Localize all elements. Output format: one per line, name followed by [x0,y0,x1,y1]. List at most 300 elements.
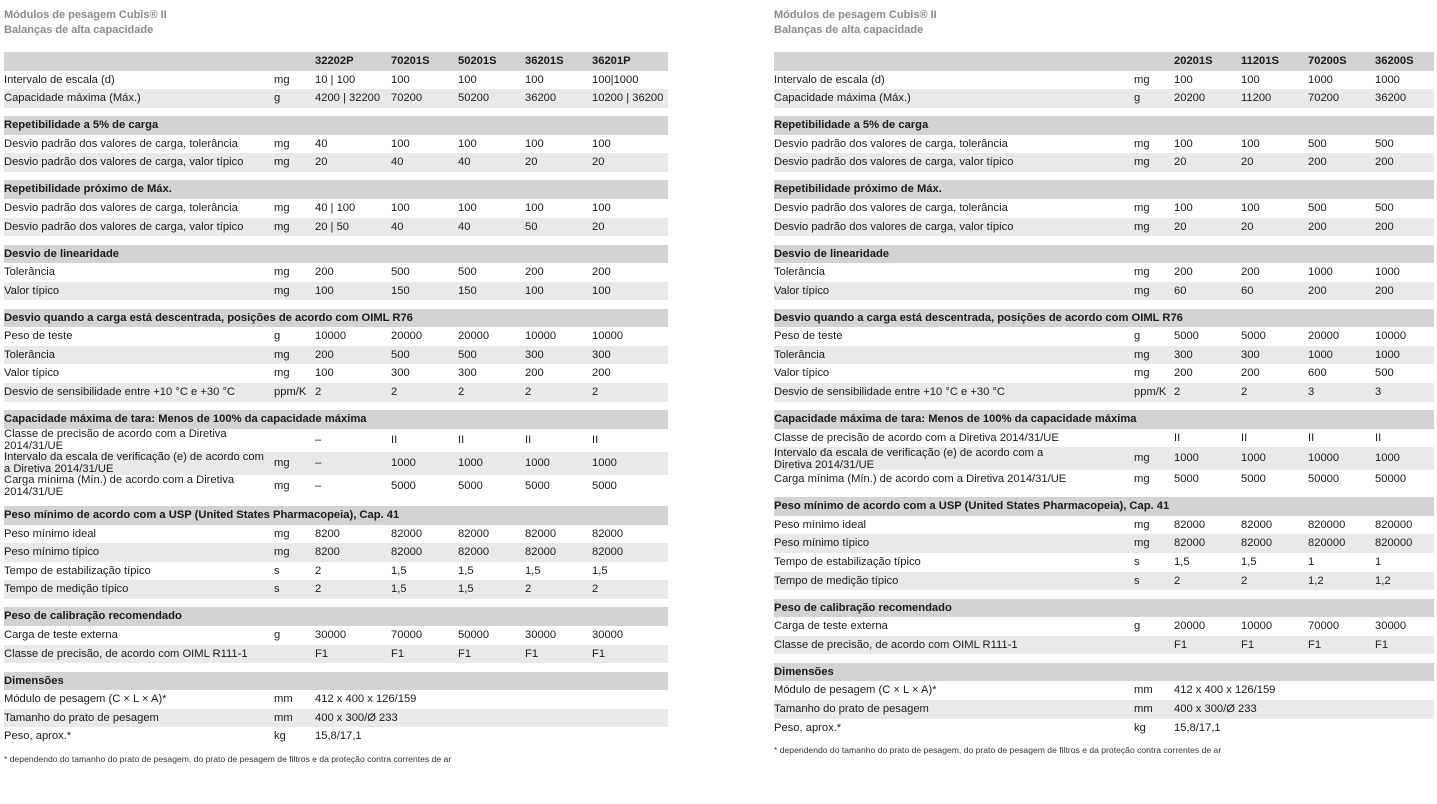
spec-value: 30000 [525,628,557,641]
spec-value: 100 [391,73,410,86]
spec-label: Desvio padrão dos valores de carga, tolerância [774,137,1008,150]
spec-row [4,562,668,581]
spec-label: Carga mínima (Mín.) de acordo com a Diretiva 2014/31/UE [4,474,235,499]
spec-value: II [1308,431,1315,444]
spec-value: 82000 [592,527,624,540]
spec-label: Valor típico [774,367,830,380]
spec-value: 100 [391,137,410,150]
spec-value: 40 [315,137,328,150]
spec-value: 1000 [1375,348,1400,361]
spec-unit: kg [274,730,286,743]
spec-value: 100 [1241,137,1260,150]
spec-value: 20 [1174,220,1187,233]
spec-value: 100 [1241,73,1260,86]
section-title: Desvio quando a carga está descentrada, posições de acordo com OIML R76 [4,311,413,324]
spec-value: 1000 [1375,452,1400,465]
spec-value: 5000 [458,479,483,492]
spec-value: 300 [525,348,544,361]
spec-label: Desvio padrão dos valores de carga, valor típico [774,156,1014,169]
spec-value: 100 [525,137,544,150]
spec-value: 1 [1375,556,1382,568]
spec-value: II [391,433,398,446]
spec-value: 300 [592,348,611,361]
spec-value: F1 [315,647,329,660]
spec-row [774,153,1434,172]
model-name: 36201S [525,55,564,67]
spec-row [774,199,1434,218]
spec-unit: mg [274,284,290,297]
spec-value: 60 [1174,284,1187,297]
spec-row [4,364,668,383]
spec-table [774,52,1434,737]
spec-value: – [315,479,322,492]
section-title: Desvio de linearidade [4,247,120,260]
spec-label: Desvio padrão dos valores de carga, tolerância [774,201,1008,214]
spec-value: 20 [592,220,605,233]
spec-value: 200 [1375,220,1394,233]
section-header [4,245,668,264]
section-header [774,663,1434,682]
spec-value: F1 [525,647,539,660]
spec-label: Carga de teste externa [774,620,888,633]
section-title: Repetibilidade próximo de Máx. [774,183,942,196]
spec-label: Tolerância [774,348,825,361]
spec-value: 200 [1308,220,1327,233]
spec-value: 200 [1375,156,1394,169]
spec-row [4,71,668,90]
spec-value: 400 x 300/Ø 233 [315,711,398,724]
spec-value: 10000 [525,330,557,343]
spec-value: 100 [458,201,477,214]
spec-value: 11200 [1241,92,1272,105]
spec-value: 20000 [1308,330,1340,343]
spec-label: Tamanho do prato de pesagem [774,702,929,715]
title-block [774,0,1434,52]
spec-unit: g [1134,620,1141,633]
spec-value: 1,5 [525,564,541,577]
spec-label: Tolerância [4,266,55,279]
spec-label: Classe de precisão de acordo com a Diretiva 2014/31/UE [774,431,1059,444]
spec-value: 1,5 [458,564,474,577]
spec-value: 82000 [1174,518,1206,531]
spec-value: 100 [315,284,334,297]
spec-label: Peso de teste [774,330,843,343]
spec-value: 500 [391,266,410,279]
model-header-row [4,52,668,71]
section-header [774,180,1434,199]
spec-value: 200 [1241,266,1260,279]
spec-value: 100 [1174,137,1193,150]
section-header [4,506,668,525]
section-header [4,116,668,135]
spec-unit: mg [1134,201,1150,214]
spec-value: 100 [1174,73,1193,86]
spec-label: Intervalo de escala (d) [4,73,115,86]
document-title: Módulos de pesagem Cubis® II [774,9,937,21]
spec-value: 30000 [315,628,347,641]
spec-unit: mg [274,456,290,469]
spec-unit: mg [1134,137,1150,150]
spec-value: F1 [391,647,405,660]
spec-panel-left [4,0,668,764]
spec-row [4,153,668,172]
spec-value: II [525,433,532,446]
spec-value: 20000 [391,330,423,343]
spec-value: 200 [1308,156,1327,169]
spec-value: 1000 [1308,266,1333,279]
spec-unit: mg [1134,473,1150,486]
spec-label: Tolerância [4,348,55,361]
spec-value: 300 [458,367,477,380]
document-subtitle: Balanças de alta capacidade [4,24,154,36]
spec-value: 2 [592,386,599,399]
spec-value: – [315,433,322,446]
spec-row [774,346,1434,365]
spec-value: 10200 | 36200 [592,92,664,105]
spec-value: 70200 [391,92,423,105]
spec-value: 30000 [592,628,624,641]
spec-value: 200 [1174,266,1193,279]
section-header [4,672,668,691]
model-name: 70201S [391,55,430,67]
spec-value: 1,5 [1241,556,1257,568]
spec-value: 500 [458,266,477,279]
model-header-row [774,52,1434,71]
spec-value: 5000 [592,479,617,492]
footnote: * dependendo do tamanho do prato de pesagem, do prato de pesagem de filtros e da proteção contra correntes de ar [774,745,1222,756]
spec-value: 2 [315,564,322,577]
spec-label: Peso de teste [4,330,73,343]
spec-row [774,263,1434,282]
spec-row [774,327,1434,346]
section-header [4,309,668,328]
document-title: Módulos de pesagem Cubis® II [4,9,167,21]
spec-value: 200 [592,266,611,279]
spec-value: 40 [391,220,404,233]
footnote: * dependendo do tamanho do prato de pesagem, do prato de pesagem de filtros e da proteção contra correntes de ar [4,753,452,764]
spec-unit: g [274,92,281,105]
spec-panel-right [774,0,1434,755]
spec-value: 1,5 [391,583,407,596]
spec-unit: mg [1134,220,1150,233]
section-header [4,607,668,626]
spec-value: II [458,433,465,446]
spec-value: 82000 [1241,537,1273,550]
spec-value: 412 x 400 x 126/159 [315,693,417,706]
spec-value: 200 [1375,284,1394,297]
spec-value: 10000 [1375,330,1407,343]
spec-row [774,636,1434,655]
spec-value: 500 [391,348,410,361]
spec-unit: g [274,628,281,641]
spec-value: 100 [458,137,477,150]
section-title: Repetibilidade próximo de Máx. [4,183,172,196]
spec-value: 400 x 300/Ø 233 [1174,702,1257,715]
spec-value: F1 [1375,638,1389,651]
spec-unit: ppm/K [1134,386,1167,399]
spec-label: Classe de precisão, de acordo com OIML R111-1 [774,638,1018,651]
spec-row [4,709,668,728]
spec-value: 20 [1241,220,1254,233]
spec-row [4,346,668,365]
spec-row [774,470,1434,489]
spec-value: 200 [1308,284,1327,297]
spec-value: 100 [1241,201,1260,214]
spec-value: 8200 [315,527,340,540]
spec-unit: s [1134,574,1140,587]
spec-value: 1,2 [1308,574,1324,587]
spec-unit: mg [274,73,290,86]
spec-value: 820000 [1375,537,1413,550]
spec-value: 600 [1308,367,1327,380]
section-title: Desvio de linearidade [774,247,890,260]
spec-value: 10000 [1241,620,1273,633]
spec-label: Classe de precisão de acordo com a Diretiva 2014/31/UE [4,428,227,453]
spec-value: 15,8/17,1 [1174,721,1221,734]
spec-value: 82000 [391,546,423,559]
spec-label: Valor típico [4,284,60,297]
spec-row [4,580,668,599]
spec-value: 500 [1375,201,1394,214]
model-name: 11201S [1241,55,1279,67]
spec-value: 70000 [391,628,423,641]
spec-unit: mg [274,527,290,540]
spec-row [774,364,1434,383]
spec-row [774,383,1434,402]
spec-row [774,218,1434,237]
spec-unit: s [274,564,280,577]
spec-row [774,89,1434,108]
spec-value: 15,8/17,1 [315,730,362,743]
spec-row [4,282,668,301]
spec-label: Peso mínimo típico [4,546,100,559]
spec-row [774,617,1434,636]
spec-value: 100 [315,367,334,380]
spec-label: Peso mínimo ideal [774,518,867,531]
spec-value: 82000 [525,527,557,540]
spec-label: Desvio padrão dos valores de carga, valor típico [4,220,244,233]
spec-value: II [1174,431,1181,444]
spec-row [774,516,1434,535]
spec-value: 820000 [1308,518,1346,531]
section-header [774,309,1434,328]
spec-label: Intervalo de escala (d) [774,73,885,86]
spec-unit: mg [274,220,290,233]
spec-unit: mg [274,367,290,380]
section-header [4,180,668,199]
spec-value: 300 [1174,348,1193,361]
model-name: 20201S [1174,55,1213,67]
spec-value: II [1375,431,1382,444]
spec-value: 200 [592,367,611,380]
spec-unit: ppm/K [274,386,307,399]
section-title: Desvio quando a carga está descentrada, posições de acordo com OIML R76 [774,311,1183,324]
spec-value: 20 [592,156,605,169]
spec-unit: g [1134,92,1141,105]
spec-value: 1000 [592,456,617,469]
spec-label: Tamanho do prato de pesagem [4,711,159,724]
spec-value: 1000 [1375,73,1400,86]
spec-value: 1000 [1375,266,1400,279]
spec-label: Módulo de pesagem (C × L × A)* [4,693,167,706]
spec-unit: mm [1134,702,1153,715]
spec-label: Desvio de sensibilidade entre +10 °C e +30 °C [774,386,1005,399]
spec-value: 1000 [391,456,416,469]
spec-table [4,52,668,746]
spec-row [4,218,668,237]
spec-unit: mg [274,266,290,279]
spec-unit: mg [274,348,290,361]
spec-row [774,71,1434,90]
spec-row [4,135,668,154]
spec-value: 100 [391,201,410,214]
spec-value: 500 [1308,137,1327,150]
spec-row [774,429,1434,448]
spec-unit: mg [1134,518,1150,531]
spec-value: 82000 [458,546,490,559]
spec-unit: mg [1134,348,1150,361]
title-block [4,0,668,52]
spec-value: 3 [1308,386,1315,399]
spec-value: F1 [1308,638,1322,651]
spec-value: 70000 [1308,620,1340,633]
model-name: 36200S [1375,55,1414,67]
spec-value: 200 [525,367,544,380]
spec-value: 20 [315,156,328,169]
section-title: Repetibilidade a 5% de carga [774,119,929,132]
spec-unit: mg [1134,284,1150,297]
spec-value: 5000 [1174,473,1199,486]
spec-row [774,719,1434,738]
spec-value: 1000 [1241,452,1266,465]
spec-label: Capacidade máxima (Máx.) [774,92,911,105]
document-subtitle: Balanças de alta capacidade [774,24,924,36]
section-title: Dimensões [774,665,834,678]
spec-value: 100 [525,73,544,86]
spec-value: 40 [458,220,471,233]
spec-value: 82000 [525,546,557,559]
section-header [774,245,1434,264]
spec-value: 20 [525,156,538,169]
spec-value: 300 [1241,348,1260,361]
spec-row [774,534,1434,553]
spec-label: Tempo de estabilização típico [4,564,151,577]
spec-label: Tempo de medição típico [774,574,899,587]
spec-value: 100 [525,284,544,297]
spec-label: Desvio padrão dos valores de carga, tolerância [4,201,238,214]
spec-row [4,429,668,452]
spec-unit: mg [1134,156,1150,169]
section-title: Peso mínimo de acordo com a USP (United States Pharmacopeia), Cap. 41 [774,500,1170,513]
spec-value: 1000 [525,456,550,469]
spec-label: Carga de teste externa [4,628,118,641]
spec-value: 50000 [1308,473,1340,486]
spec-row [774,572,1434,591]
spec-value: 1000 [1174,452,1199,465]
spec-value: 36200 [1375,92,1407,105]
spec-value: 1,2 [1375,574,1391,587]
spec-unit: s [1134,556,1140,568]
spec-value: 40 [391,156,404,169]
spec-value: 60 [1241,284,1254,297]
spec-unit: mg [274,479,290,492]
spec-value: 412 x 400 x 126/159 [1174,684,1276,697]
spec-value: 20 [1174,156,1187,169]
spec-value: 200 [1174,367,1193,380]
spec-label: Peso, aprox.* [774,721,842,734]
section-title: Capacidade máxima de tara: Menos de 100% da capacidade máxima [4,413,367,426]
spec-row [4,452,668,475]
spec-unit: kg [1134,721,1146,734]
model-name: 70200S [1308,55,1347,67]
spec-value: 82000 [1241,518,1273,531]
spec-label: Intervalo da escala de verificação (e) de acordo com a Diretiva 2014/31/UE [774,446,1044,471]
spec-value: 50200 [458,92,490,105]
spec-value: 40 [458,156,471,169]
spec-value: 2 [592,583,599,596]
spec-value: 50000 [458,628,490,641]
spec-value: 2 [525,386,532,399]
spec-value: 50 [525,220,538,233]
spec-value: F1 [1241,638,1255,651]
spec-value: 1000 [1308,348,1333,361]
spec-value: 500 [1375,367,1394,380]
spec-unit: mg [1134,537,1150,550]
spec-value: 200 [315,266,334,279]
model-name: 32202P [315,55,354,67]
spec-value: 20 [1241,156,1254,169]
spec-label: Tempo de medição típico [4,583,129,596]
spec-label: Desvio padrão dos valores de carga, valor típico [4,156,244,169]
spec-row [4,645,668,664]
spec-label: Desvio padrão dos valores de carga, valor típico [774,220,1014,233]
spec-value: 100 [592,201,611,214]
spec-label: Peso mínimo típico [774,537,870,550]
spec-unit: mm [274,711,293,724]
spec-unit: g [274,330,281,343]
spec-value: 4200 | 32200 [315,92,381,105]
spec-unit: mg [274,156,290,169]
spec-row [4,383,668,402]
spec-value: F1 [592,647,606,660]
spec-value: 82000 [1174,537,1206,550]
spec-row [4,475,668,498]
spec-value: 1,5 [391,564,407,577]
spec-row [4,199,668,218]
section-header [774,410,1434,429]
spec-value: 2 [1241,386,1248,399]
spec-unit: mg [1134,452,1150,465]
spec-value: II [592,433,599,446]
spec-value: 820000 [1375,518,1413,531]
spec-value: 100 [525,201,544,214]
spec-label: Desvio padrão dos valores de carga, tolerância [4,137,238,150]
spec-value: 150 [391,284,410,297]
section-header [774,497,1434,516]
spec-value: 2 [315,583,322,596]
spec-value: 200 [525,266,544,279]
spec-value: 5000 [1241,330,1266,343]
spec-value: 40 | 100 [315,201,356,214]
spec-unit: mm [1134,684,1153,697]
spec-value: 5000 [1241,473,1266,486]
spec-row [4,263,668,282]
model-name: 36201P [592,55,631,67]
spec-value: 30000 [1375,620,1407,633]
spec-unit: mg [274,201,290,214]
spec-value: 2 [458,386,465,399]
spec-value: 200 [315,348,334,361]
